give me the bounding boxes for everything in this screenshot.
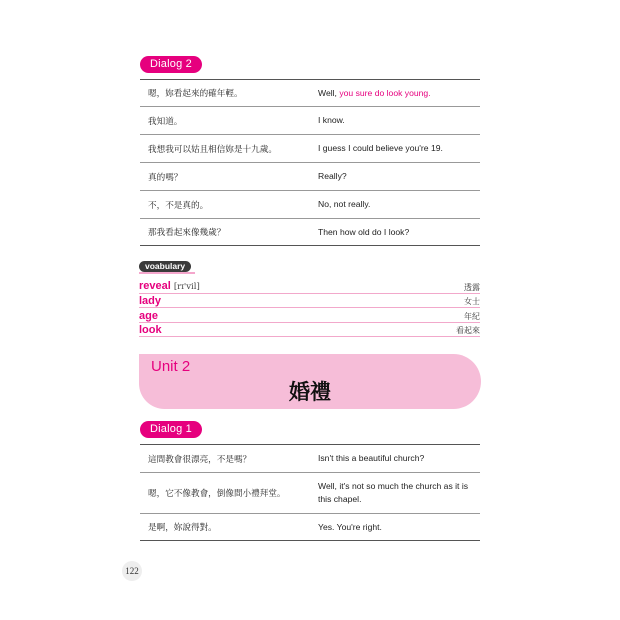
- dialog-1-label: Dialog 1: [140, 421, 202, 438]
- vocabulary-tag-underline: [139, 272, 195, 274]
- dialog-1-table: [140, 444, 480, 541]
- dialog-english: Then how old do I look?: [318, 226, 410, 237]
- dialog-2-label: Dialog 2: [140, 56, 202, 73]
- dialog-row: [140, 445, 480, 473]
- dialog-english: Really?: [318, 171, 347, 181]
- dialog-chinese: 嗯，它不像教會，倒像間小禮拜堂。: [148, 488, 286, 498]
- dialog-row: [140, 473, 480, 514]
- dialog-chinese: 是啊，妳說得對。: [148, 522, 217, 532]
- dialog-chinese: 我想我可以姑且相信妳是十九歲。: [148, 143, 277, 154]
- vocab-word: look: [139, 324, 162, 336]
- dialog-chinese: 那我看起來像幾歲？: [148, 227, 226, 237]
- vocab-meaning: 透露: [464, 282, 480, 292]
- vocab-word: age: [139, 309, 158, 322]
- dialog-english: Well, you sure do look young.: [318, 87, 431, 98]
- vocabulary-item: [139, 323, 480, 338]
- unit-title: 婚禮: [289, 380, 331, 404]
- dialog-row: [140, 107, 480, 135]
- highlighted-phrase: you sure do look young.: [339, 87, 431, 98]
- unit-label: Unit 2: [151, 358, 191, 375]
- dialog-english: I know.: [318, 115, 345, 125]
- vocab-meaning: 女士: [464, 297, 480, 306]
- dialog-english: I guess I could believe you're 19.: [318, 143, 443, 153]
- dialog-row: [140, 135, 480, 163]
- dialog-2-table: [140, 79, 480, 246]
- vocab-meaning: 看起來: [456, 326, 480, 335]
- vocabulary-item: [139, 294, 480, 309]
- dialog-chinese: 不，不是真的。: [148, 199, 209, 210]
- dialog-chinese: 真的嗎？: [148, 171, 183, 182]
- vocab-word: reveal [rɪ'vil]: [139, 279, 200, 292]
- dialog-english: No, not really.: [318, 199, 371, 209]
- vocab-word: lady: [139, 295, 162, 307]
- dialog-row: [140, 219, 480, 246]
- vocab-phonetic: [rɪ'vil]: [173, 281, 200, 292]
- dialog-english: Well, it's not so much the church as it is this chapel.: [318, 481, 469, 504]
- dialog-english: Yes. You're right.: [318, 521, 382, 532]
- unit-banner: [139, 354, 481, 409]
- dialog-chinese: 這間教會很漂亮，不是嗎？: [148, 453, 252, 464]
- page-number: 122: [122, 561, 142, 581]
- vocabulary-item: [139, 308, 480, 323]
- dialog-row: [140, 80, 480, 107]
- dialog-chinese: 嗯，妳看起來的確年輕。: [148, 88, 243, 98]
- vocabulary-list: [139, 279, 480, 337]
- vocabulary-tag: voabulary: [139, 261, 191, 272]
- vocab-meaning: 年紀: [464, 311, 480, 321]
- dialog-row: [140, 191, 480, 219]
- dialog-english: Isn't this a beautiful church?: [318, 453, 425, 463]
- vocabulary-item: [139, 279, 480, 294]
- dialog-chinese: 我知道。: [148, 115, 183, 126]
- dialog-row: [140, 163, 480, 191]
- dialog-row: [140, 514, 480, 541]
